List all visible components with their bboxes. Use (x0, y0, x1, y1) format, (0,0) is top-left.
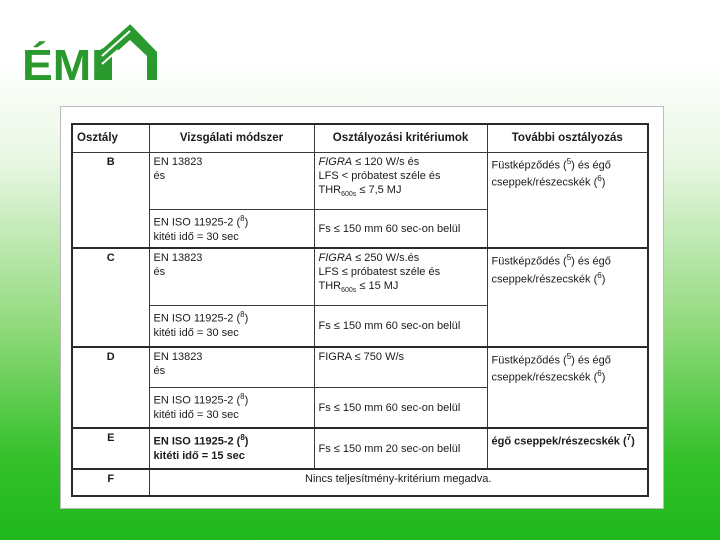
class-e: E (72, 428, 149, 469)
c-method-1: EN 13823 és (149, 248, 314, 305)
classification-table (71, 123, 649, 497)
header-method: Vizsgálati módszer (149, 124, 314, 152)
d-criteria-2: Fs ≤ 150 mm 60 sec-on belül (314, 387, 487, 428)
f-text: Nincs teljesítmény-kritérium megadva. (149, 469, 648, 496)
c-criteria-1: FIGRA ≤ 250 W/s.és LFS ≤ próbatest széle és $THR_{600s} \le 15$ MJ (314, 248, 487, 305)
b-further: Füstképződés ($^5$) és égő cseppek/részecskék ($^6$) (487, 152, 648, 248)
d-method-2: EN ISO 11925-2 ($^8$) kitéti idő = 30 sec (149, 387, 314, 428)
e-method: EN ISO 11925-2 ($^8$) kitéti idő = 15 sec (149, 428, 314, 469)
header-class: Osztály (72, 124, 149, 152)
class-d: D (72, 347, 149, 429)
b-criteria-2: Fs ≤ 150 mm 60 sec-on belül (314, 209, 487, 248)
e-further: égő cseppek/részecskék ($^7$) (487, 428, 648, 469)
scanned-document (60, 106, 664, 509)
class-b: B (72, 152, 149, 248)
row-c-1 (72, 248, 648, 305)
b-criteria-1: FIGRA ≤ 120 W/s és LFS < próbatest széle és $THR_{600s} \le 7,5$ MJ (314, 152, 487, 209)
emi-logo (22, 22, 157, 86)
d-method-1: EN 13823 és (149, 347, 314, 388)
d-criteria-1: FIGRA ≤ 750 W/s (314, 347, 487, 388)
d-further: Füstképződés ($^5$) és égő cseppek/részecskék ($^6$) (487, 347, 648, 429)
c-criteria-2: Fs ≤ 150 mm 60 sec-on belül (314, 306, 487, 347)
row-e (72, 428, 648, 469)
header-row (72, 124, 648, 152)
row-f (72, 469, 648, 496)
c-method-2: EN ISO 11925-2 ($^8$) kitéti idő = 30 sec (149, 306, 314, 347)
e-criteria: Fs ≤ 150 mm 20 sec-on belül (314, 428, 487, 469)
header-criteria: Osztályozási kritériumok (314, 124, 487, 152)
b-method-1: EN 13823 és (149, 152, 314, 209)
row-d-1 (72, 347, 648, 388)
header-further: További osztályozás (487, 124, 648, 152)
row-b-1 (72, 152, 648, 209)
class-c: C (72, 248, 149, 346)
b-method-2: EN ISO 11925-2 ($^8$) kitéti idő = 30 sec (149, 209, 314, 248)
c-further: Füstképződés ($^5$) és égő cseppek/részecskék ($^6$) (487, 248, 648, 346)
logo-text: ÉMI (22, 41, 101, 86)
class-f: F (72, 469, 149, 496)
